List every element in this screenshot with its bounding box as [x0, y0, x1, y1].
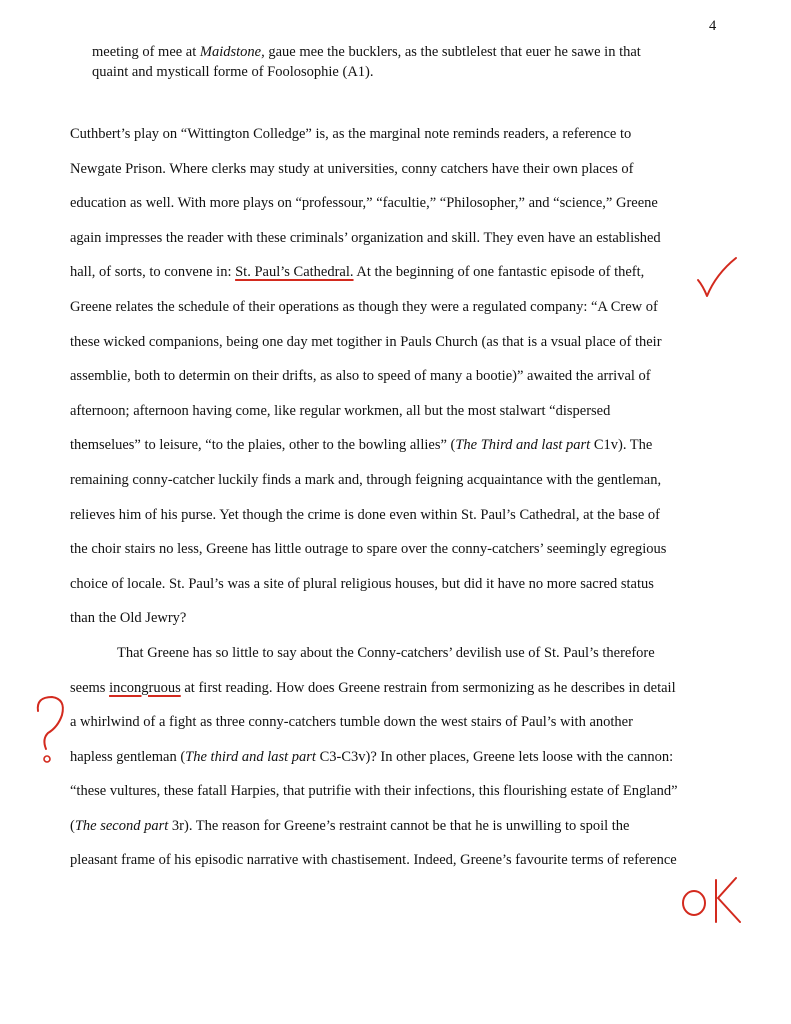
line-text: hall, of sorts, to convene in:	[70, 264, 236, 281]
text-line: relieves him of his purse. Yet though the crime is done even within St. Paul’s Cathedral, at the base of	[70, 506, 660, 523]
text-line: “these vultures, these fatall Harpies, that putrifie with their infections, this flourishing estate of England”	[70, 783, 678, 800]
ok-text: OK	[680, 876, 682, 877]
body-text	[70, 124, 770, 885]
underlined-word: incongruous	[109, 679, 181, 696]
text-line	[70, 262, 770, 297]
italic-title: The Third and last part	[455, 437, 591, 454]
ok-annotation	[680, 876, 744, 924]
quote-line: quaint and mysticall forme of Foolosophie (A1).	[92, 64, 374, 80]
text-line: remaining conny-catcher luckily finds a mark and, through feigning acquaintance with the gentleman,	[70, 471, 662, 488]
text-line: the choir stairs no less, Greene has little outrage to spare over the conny-catchers’ seemingly egregious	[70, 541, 667, 558]
question-mark-icon	[30, 693, 70, 765]
text-line: education as well. With more plays on “professour,” “facultie,” “Philosopher,” and “science,” Greene	[70, 195, 658, 212]
line-text: hapless gentleman (	[70, 748, 186, 765]
italic-title: The third and last part	[185, 748, 316, 765]
text-line	[70, 435, 770, 470]
text-line: Newgate Prison. Where clerks may study at universities, conny catchers have their own places of	[70, 160, 634, 177]
text-line: a whirlwind of a fight as three conny-catchers tumble down the west stairs of Paul’s with another	[70, 714, 633, 731]
line-text: 3r). The reason for Greene’s restraint cannot be that he is unwilling to spoil the	[168, 817, 630, 834]
line-text: seems	[70, 679, 110, 696]
line-text: at first reading. How does Greene restrain from sermonizing as he describes in detail	[180, 679, 676, 696]
text-line: pleasant frame of his episodic narrative with chastisement. Indeed, Greene’s favourite terms of reference	[70, 852, 677, 869]
quote-text: gaue mee the bucklers, as the subtlelest that euer he sawe in that	[264, 44, 641, 60]
text-line	[70, 678, 770, 713]
text-line	[70, 816, 770, 851]
text-line: Cuthbert’s play on “Wittington Colledge” is, as the marginal note reminds readers, a reference to	[70, 126, 632, 142]
quote-italic: Maidstone,	[199, 44, 265, 60]
page-number: 4	[709, 18, 717, 34]
line-text: C3-C3v)? In other places, Greene lets loose with the cannon:	[315, 748, 674, 765]
check-mark-icon	[696, 256, 738, 300]
text-line: choice of locale. St. Paul’s was a site of plural religious houses, but did it have no more sacred status	[70, 575, 654, 592]
text-line: That Greene has so little to say about the Conny-catchers’ devilish use of St. Paul’s therefore	[117, 644, 655, 661]
underlined-phrase: St. Paul’s Cathedral.	[235, 264, 354, 281]
text-line: Greene relates the schedule of their operations as though they were a regulated company: “A Crew of	[70, 298, 658, 315]
line-text: themselues” to leisure, “to the plaies, other to the bowling allies” (	[70, 437, 456, 454]
text-line: afternoon; afternoon having come, like regular workmen, all but the most stalwart “dispersed	[70, 402, 611, 419]
line-text: (	[70, 817, 75, 834]
text-line	[70, 747, 770, 782]
quote-text: meeting of mee at	[92, 44, 200, 60]
quote-line	[92, 42, 732, 62]
text-line: these wicked companions, being one day met togither in Pauls Church (as that is a vsual place of their	[70, 333, 662, 350]
text-line: assemblie, both to determin on their drifts, as also to speed of many a bootie)” awaited the arrival of	[70, 368, 651, 385]
line-text: At the beginning of one fantastic episode of theft,	[353, 264, 645, 281]
italic-title: The second part	[74, 817, 169, 834]
text-line: again impresses the reader with these criminals’ organization and skill. They even have an established	[70, 229, 661, 246]
line-text: C1v). The	[590, 437, 653, 454]
text-line: than the Old Jewry?	[70, 610, 187, 627]
block-quote	[92, 42, 732, 82]
